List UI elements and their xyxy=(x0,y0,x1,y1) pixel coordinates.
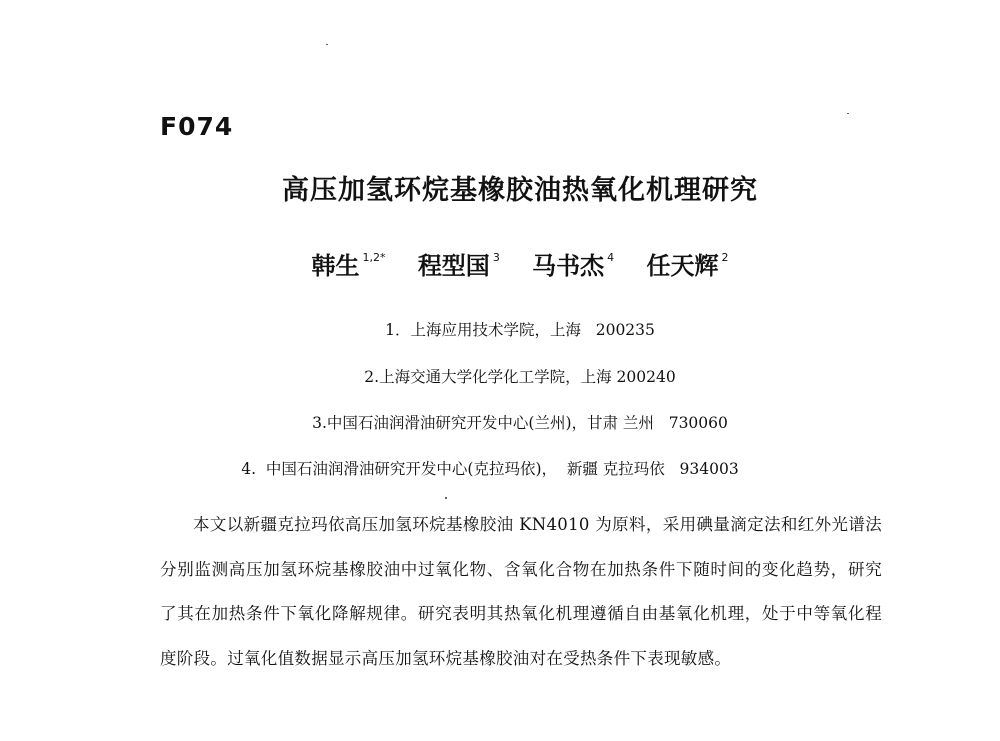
scan-speck xyxy=(847,113,849,114)
author-affiliation-mark: 2 xyxy=(721,251,729,264)
author xyxy=(311,252,385,280)
author-list xyxy=(0,246,1000,281)
author-name: 韩生 xyxy=(311,252,360,280)
affiliation-4: 4. 中国石油润滑油研究开发中心(克拉玛依)， 新疆 克拉玛依 934003 xyxy=(241,460,739,478)
affiliation-3: 3.中国石油润滑油研究开发中心(兰州)，甘肃 兰州 730060 xyxy=(312,414,728,432)
scan-speck xyxy=(445,497,447,499)
author xyxy=(532,252,614,280)
author-name: 任天辉 xyxy=(646,252,719,280)
scan-speck xyxy=(326,44,328,45)
author-affiliation-mark: 1,2* xyxy=(362,251,386,264)
classification-code: F074 xyxy=(160,112,234,141)
affiliation-1: 1．上海应用技术学院，上海 200235 xyxy=(385,321,655,339)
abstract-text: 本文以新疆克拉玛依高压加氢环烷基橡胶油 KN4010 为原料，采用碘量滴定法和红外光谱法分别监测高压加氢环烷基橡胶油中过氧化物、含氧化合物在加热条件下随时间的变化趋势，研究了其在加热条件下氧化降解规律。研究表明其热氧化机理遵循自由基氧化机理，处于中等氧化程度阶段。过氧化值数据显示高压加氢环烷基橡胶油对在受热条件下表现敏感。 xyxy=(160,515,882,668)
author-affiliation-mark: 4 xyxy=(607,251,615,264)
author-name: 马书杰 xyxy=(532,252,605,280)
affiliation-2: 2.上海交通大学化学化工学院，上海 200240 xyxy=(364,368,676,386)
author xyxy=(418,252,500,280)
author-affiliation-mark: 3 xyxy=(492,251,500,264)
author xyxy=(647,252,729,280)
paper-title: 高压加氢环烷基橡胶油热氧化机理研究 xyxy=(282,175,758,206)
author-name: 程型国 xyxy=(417,252,490,280)
